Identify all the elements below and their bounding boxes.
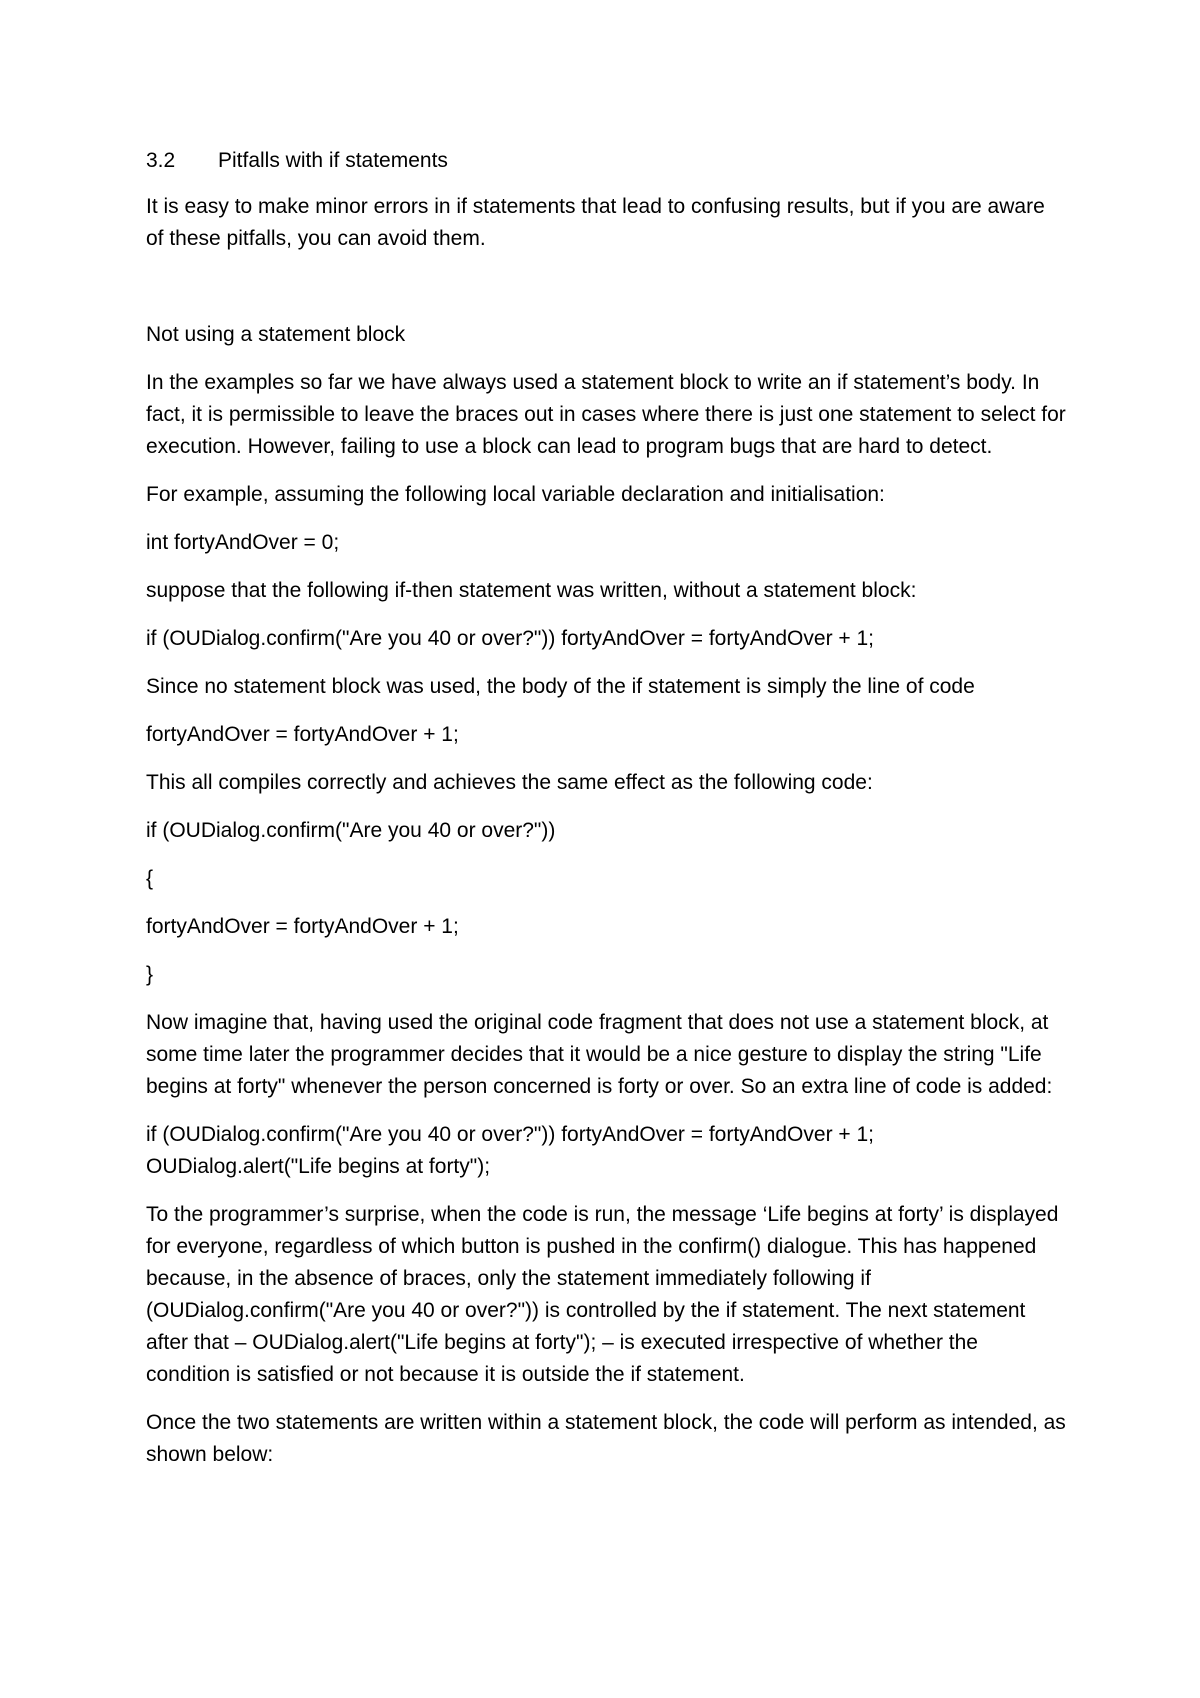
code-if-with-block-condition: if (OUDialog.confirm("Are you 40 or over?")) <box>146 819 556 842</box>
code-declaration: int fortyAndOver = 0; <box>146 531 340 554</box>
paragraph-1: In the examples so far we have always used a statement block to write an if statement’s body. In fact, it is permissible to leave the braces out in cases where there is just one statement to select for execution. However, failing to use a block can lead to program bugs that are hard to detect. <box>146 371 1066 458</box>
paragraph-2: For example, assuming the following local variable declaration and initialisation: <box>146 483 885 506</box>
paragraph-7: To the programmer’s surprise, when the code is run, the message ‘Life begins at forty’ is displayed for everyone, regardless of which button is pushed in the confirm() dialogue. This has happened because, in the absence of braces, only the statement immediately following if (OUDialog.confirm("Are you 40 or over?")) is controlled by the if statement. The next statement after that – OUDialog.alert("Life begins at forty"); – is executed irrespective of whether the condition is satisfied or not because it is outside the if statement. <box>146 1203 1059 1386</box>
paragraph-6: Now imagine that, having used the original code fragment that does not use a statement block, at some time later the programmer decides that it would be a nice gesture to display the string "Life begins at forty" whenever the person concerned is forty or over. So an extra line of code is added: <box>146 1011 1053 1098</box>
document-page <box>146 145 1066 1487</box>
paragraph-8: Once the two statements are written within a statement block, the code will perform as intended, as shown below: <box>146 1411 1066 1466</box>
intro-paragraph: It is easy to make minor errors in if statements that lead to confusing results, but if you are aware of these pitfalls, you can avoid them. <box>146 195 1045 250</box>
section-heading <box>146 145 1066 177</box>
code-extra-line-2: OUDialog.alert("Life begins at forty"); <box>146 1155 491 1178</box>
code-extra-line-example <box>146 1119 1066 1183</box>
code-extra-line-1: if (OUDialog.confirm("Are you 40 or over?")) fortyAndOver = fortyAndOver + 1; <box>146 1123 875 1146</box>
code-close-brace: } <box>146 963 154 986</box>
spacer <box>146 271 1066 319</box>
subheading: Not using a statement block <box>146 323 406 346</box>
paragraph-5: This all compiles correctly and achieves the same effect as the following code: <box>146 771 873 794</box>
code-if-without-block: if (OUDialog.confirm("Are you 40 or over?")) fortyAndOver = fortyAndOver + 1; <box>146 627 875 650</box>
section-title: Pitfalls with if statements <box>218 149 448 172</box>
section-number: 3.2 <box>146 149 176 172</box>
paragraph-3: suppose that the following if-then statement was written, without a statement block: <box>146 579 917 602</box>
code-body-line: fortyAndOver = fortyAndOver + 1; <box>146 723 459 746</box>
code-open-brace: { <box>146 867 154 890</box>
paragraph-4: Since no statement block was used, the body of the if statement is simply the line of code <box>146 675 975 698</box>
code-block-body: fortyAndOver = fortyAndOver + 1; <box>146 915 459 938</box>
